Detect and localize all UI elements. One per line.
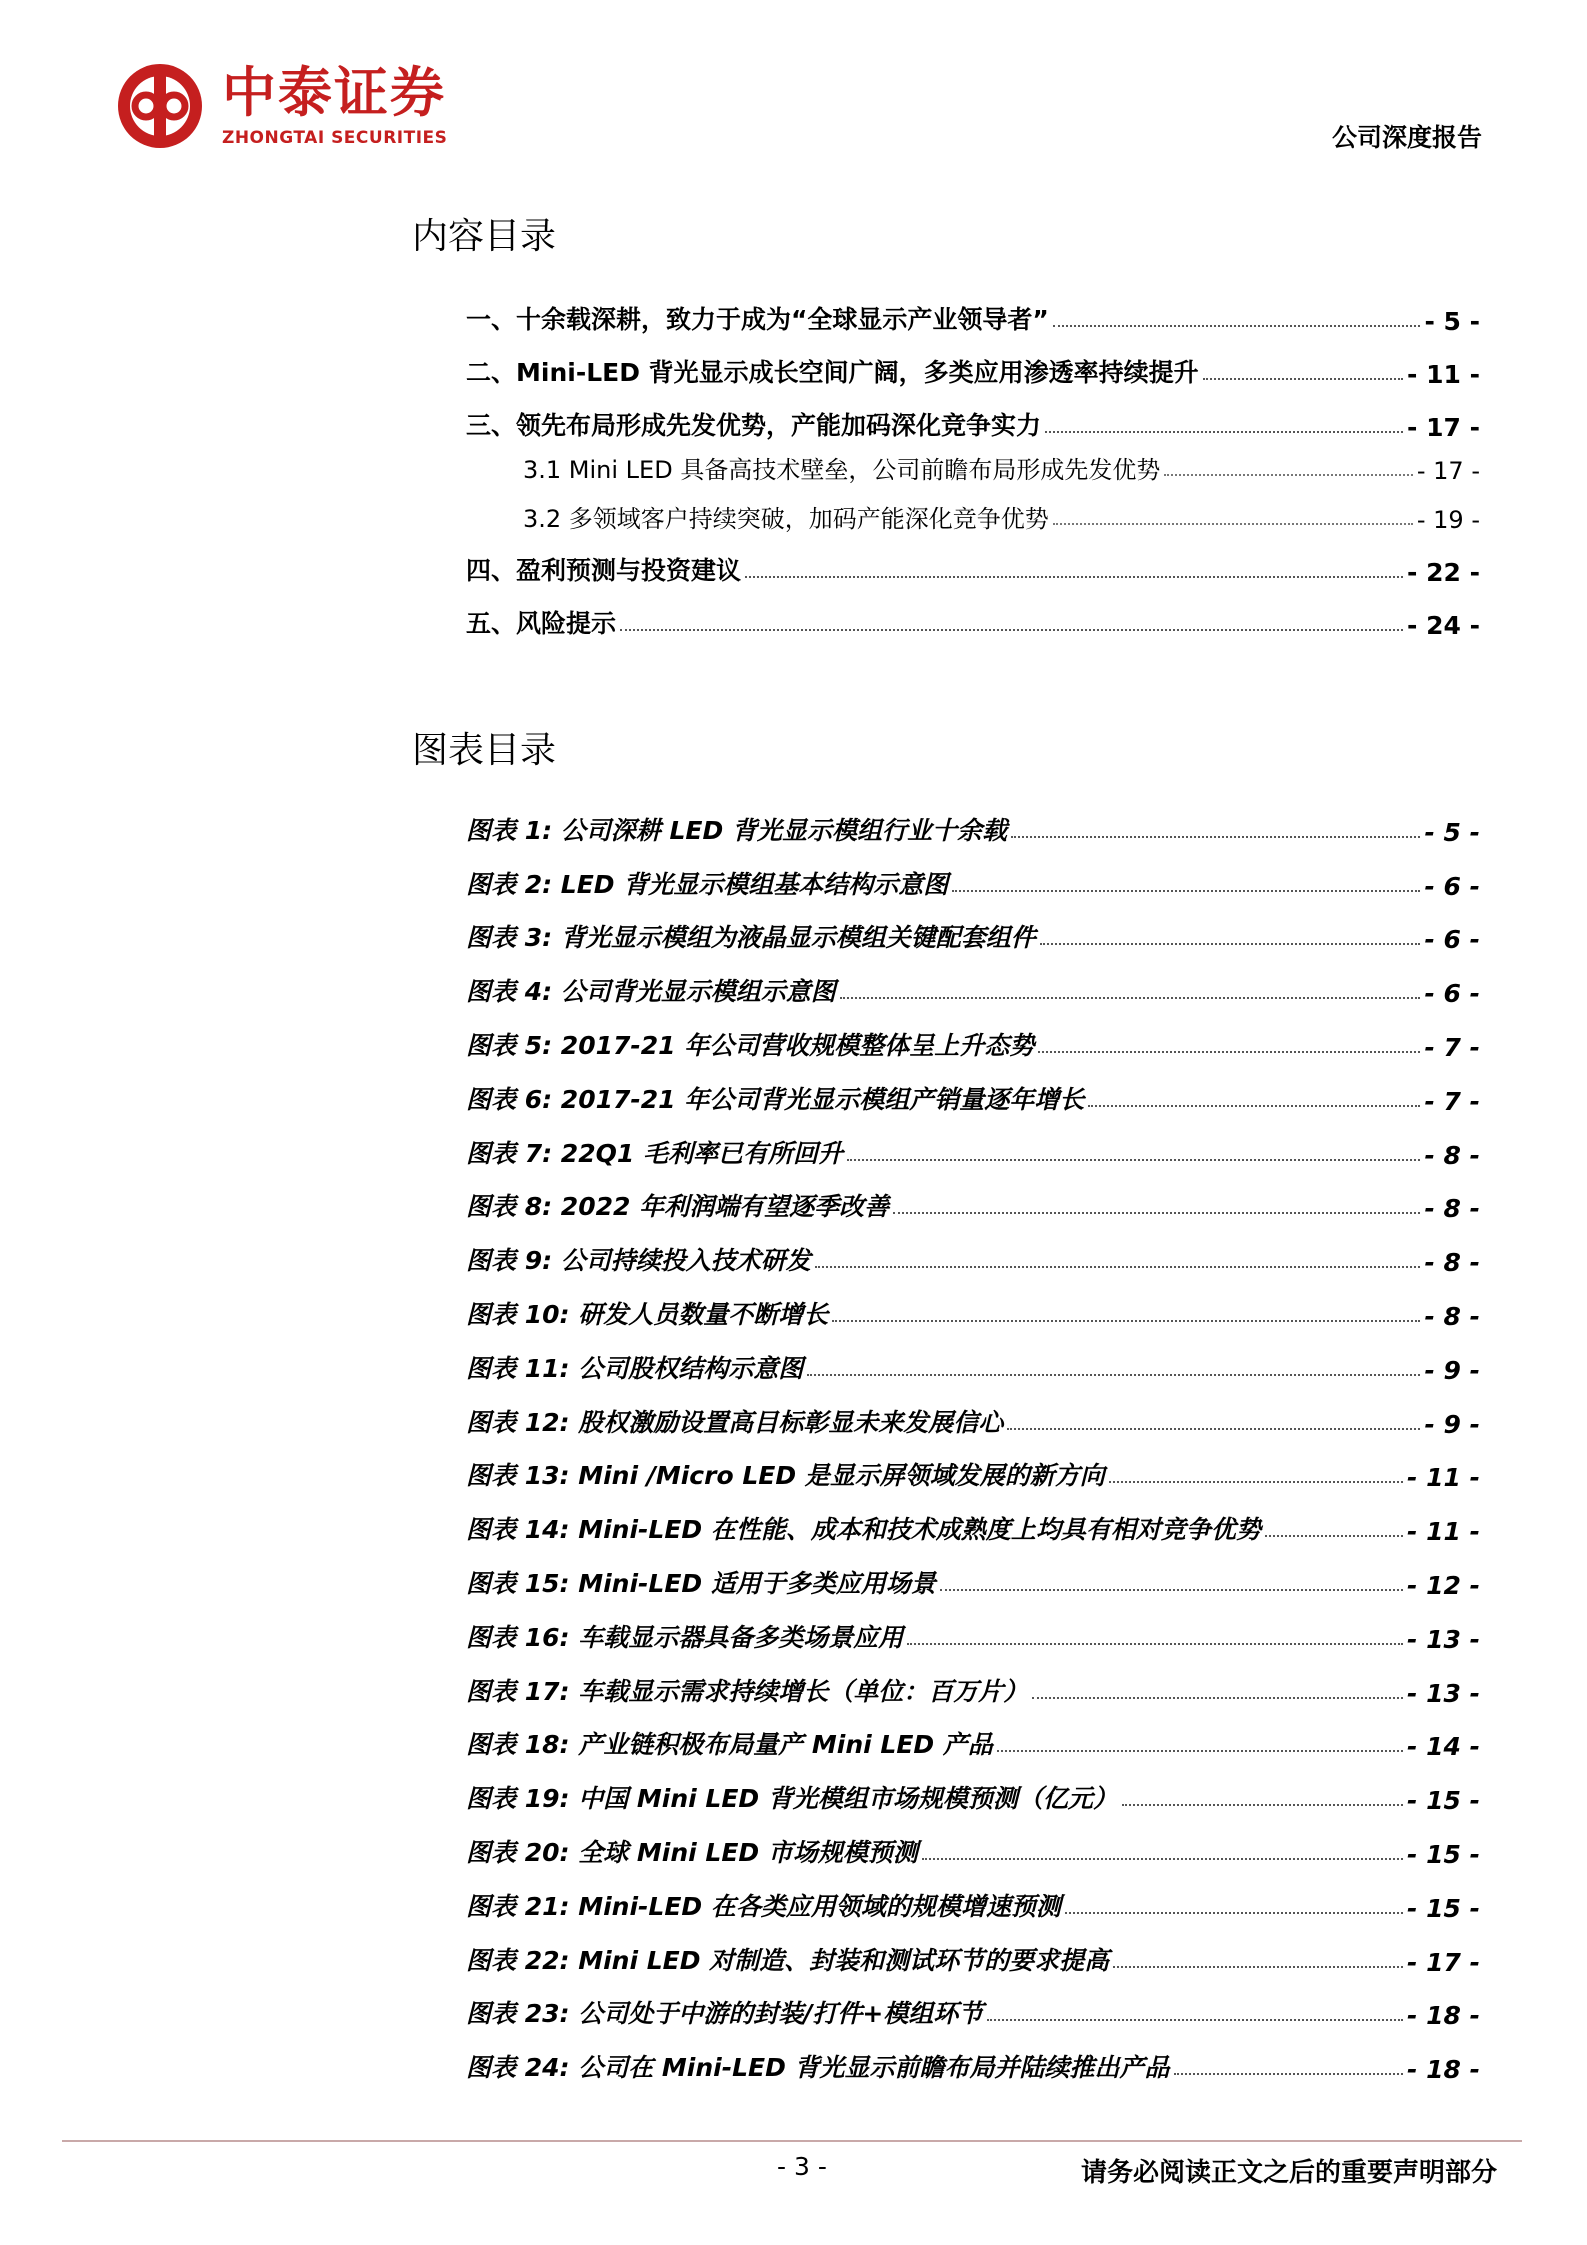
toc-entry-title: 三、领先布局形成先发优势，产能加码深化竞争实力 (466, 411, 1042, 440)
toc-entry-title: 3.2 多领域客户持续突破，加码产能深化竞争优势 (523, 505, 1049, 533)
toc-leader-dots (1122, 1804, 1403, 1806)
figure-entry-page: - 15 - (1407, 1893, 1480, 1923)
figure-entry-title: 图表 13: Mini /Micro LED 是显示屏领域发展的新方向 (466, 1461, 1105, 1491)
toc-leader-dots (1007, 1428, 1420, 1430)
figure-entry[interactable] (466, 1116, 1480, 1170)
toc-entry-title: 四、盈利预测与投资建议 (466, 556, 742, 585)
figure-entry[interactable] (466, 1385, 1480, 1439)
figure-entry-page: - 9 - (1424, 1409, 1480, 1439)
report-type-label: 公司深度报告 (1331, 123, 1482, 152)
zhongtai-logo-icon (114, 60, 206, 152)
figure-entry-title: 图表 15: Mini-LED 适用于多类应用场景 (466, 1568, 936, 1598)
figure-entry[interactable] (466, 2030, 1480, 2084)
figure-entry-title: 图表 14: Mini-LED 在性能、成本和技术成熟度上均具有相对竞争优势 (466, 1515, 1261, 1545)
figure-entry[interactable] (466, 1277, 1480, 1331)
toc-leader-dots (893, 1212, 1420, 1214)
figure-entry-title: 图表 18: 产业链积极布局量产 Mini LED 产品 (466, 1730, 993, 1760)
figure-entry-title: 图表 10: 研发人员数量不断增长 (466, 1299, 829, 1329)
toc-leader-dots (840, 997, 1421, 999)
toc-entry[interactable] (466, 587, 1480, 640)
figure-entry-title: 图表 6: 2017-21 年公司背光显示模组产销量逐年增长 (466, 1084, 1085, 1114)
toc-leader-dots (1203, 378, 1403, 380)
figure-entry-page: - 11 - (1407, 1463, 1480, 1493)
figure-entry[interactable] (466, 1492, 1480, 1546)
figure-entry-page: - 6 - (1424, 871, 1480, 901)
figure-entry-title: 图表 1: 公司深耕 LED 背光显示模组行业十余载 (466, 815, 1007, 845)
figure-entry[interactable] (466, 1923, 1480, 1977)
logo-english-name: ZHONGTAI SECURITIES (222, 128, 448, 148)
contents-title: 内容目录 (412, 216, 557, 257)
figure-entry-title: 图表 5: 2017-21 年公司营收规模整体呈上升态势 (466, 1030, 1035, 1060)
toc-leader-dots (1265, 1535, 1403, 1537)
toc-leader-dots (620, 629, 1403, 631)
toc-subentry[interactable] (466, 485, 1480, 534)
figure-entry-title: 图表 17: 车载显示需求持续增长（单位：百万片） (466, 1676, 1029, 1706)
toc-entry-title: 五、风险提示 (466, 609, 617, 638)
toc-leader-dots (745, 576, 1403, 578)
figure-entry-title: 图表 7: 22Q1 毛利率已有所回升 (466, 1138, 843, 1168)
figure-entry-title: 图表 8: 2022 年利润端有望逐季改善 (466, 1192, 890, 1222)
toc-leader-dots (997, 1750, 1403, 1752)
toc-leader-dots (1045, 431, 1403, 433)
toc-leader-dots (1088, 1105, 1420, 1107)
figure-entry-title: 图表 11: 公司股权结构示意图 (466, 1353, 804, 1383)
figure-entry-title: 图表 2: LED 背光显示模组基本结构示意图 (466, 869, 949, 899)
figure-entry-title: 图表 16: 车载显示器具备多类场景应用 (466, 1622, 904, 1652)
toc-leader-dots (987, 2019, 1403, 2021)
toc-leader-dots (1109, 1481, 1403, 1483)
figure-entry-page: - 8 - (1424, 1301, 1480, 1331)
figure-entry-title: 图表 23: 公司处于中游的封装/打件+模组环节 (466, 1999, 984, 2029)
figure-entry[interactable] (466, 1869, 1480, 1923)
figure-entry[interactable] (466, 1546, 1480, 1600)
figure-entry-title: 图表 12: 股权激励设置高目标彰显未来发展信心 (466, 1407, 1004, 1437)
toc-leader-dots (1164, 474, 1413, 476)
toc-entry[interactable] (466, 389, 1480, 442)
figure-entry[interactable] (466, 954, 1480, 1008)
figure-entry[interactable] (466, 1761, 1480, 1815)
figure-entry-title: 图表 19: 中国 Mini LED 背光模组市场规模预测（亿元） (466, 1784, 1118, 1814)
toc-entry[interactable] (466, 336, 1480, 389)
figure-entry-page: - 7 - (1424, 1032, 1480, 1062)
figure-entry-title: 图表 24: 公司在 Mini-LED 背光显示前瞻布局并陆续推出产品 (466, 2053, 1170, 2083)
figure-entry-title: 图表 21: Mini-LED 在各类应用领域的规模增速预测 (466, 1891, 1061, 1921)
toc-entry[interactable] (466, 283, 1480, 336)
toc-leader-dots (1040, 943, 1421, 945)
figure-entry[interactable] (466, 1439, 1480, 1493)
toc-entry-page: - 22 - (1407, 558, 1480, 587)
toc-leader-dots (1053, 325, 1421, 327)
toc-entry-page: - 17 - (1416, 457, 1480, 485)
figure-entry-page: - 11 - (1407, 1517, 1480, 1547)
figure-entry-page: - 6 - (1424, 979, 1480, 1009)
figure-entry[interactable] (466, 901, 1480, 955)
figure-entry[interactable] (466, 1331, 1480, 1385)
figures-title: 图表目录 (412, 730, 557, 771)
figure-entry-title: 图表 22: Mini LED 对制造、封装和测试环节的要求提高 (466, 1945, 1110, 1975)
toc-leader-dots (1038, 1051, 1420, 1053)
figure-entry-page: - 17 - (1407, 1947, 1480, 1977)
figure-entry-page: - 18 - (1407, 2055, 1480, 2085)
figure-entry-title: 图表 3: 背光显示模组为液晶显示模组关键配套组件 (466, 923, 1036, 953)
figures-list (466, 793, 1480, 2084)
figure-entry[interactable] (466, 793, 1480, 847)
figure-entry[interactable] (466, 1600, 1480, 1654)
toc-entry-page: - 5 - (1424, 307, 1480, 336)
figure-entry-page: - 13 - (1407, 1624, 1480, 1654)
figure-entry[interactable] (466, 1977, 1480, 2031)
toc-leader-dots (1065, 1912, 1403, 1914)
figure-entry[interactable] (466, 847, 1480, 901)
toc-leader-dots (815, 1266, 1421, 1268)
figure-entry-page: - 15 - (1407, 1786, 1480, 1816)
toc-entry-title: 3.1 Mini LED 具备高技术壁垒，公司前瞻布局形成先发优势 (523, 456, 1161, 484)
contents-list (466, 283, 1480, 640)
toc-leader-dots (807, 1374, 1420, 1376)
figure-entry-page: - 18 - (1407, 2001, 1480, 2031)
toc-leader-dots (940, 1589, 1403, 1591)
figure-entry-page: - 8 - (1424, 1248, 1480, 1278)
footer-divider (62, 2140, 1522, 2142)
figure-entry[interactable] (466, 1062, 1480, 1116)
toc-leader-dots (847, 1159, 1420, 1161)
logo-chinese-name: 中泰证券 (222, 61, 446, 124)
figure-entry[interactable] (466, 1815, 1480, 1869)
figure-entry[interactable] (466, 1170, 1480, 1224)
figure-entry-page: - 8 - (1424, 1140, 1480, 1170)
toc-leader-dots (907, 1643, 1403, 1645)
toc-leader-dots (922, 1858, 1403, 1860)
page-number: - 3 - (777, 2152, 827, 2181)
figure-entry[interactable] (466, 1223, 1480, 1277)
toc-entry-title: 一、十余载深耕，致力于成为“全球显示产业领导者” (466, 305, 1049, 334)
figure-entry-page: - 8 - (1424, 1194, 1480, 1224)
company-logo (114, 58, 474, 158)
figure-entry-page: - 14 - (1407, 1732, 1480, 1762)
toc-leader-dots (1053, 523, 1413, 525)
toc-entry-page: - 17 - (1407, 413, 1480, 442)
toc-leader-dots (1174, 2073, 1403, 2075)
figure-entry[interactable] (466, 1654, 1480, 1708)
figure-entry[interactable] (466, 1708, 1480, 1762)
figure-entry-page: - 6 - (1424, 925, 1480, 955)
figure-entry-title: 图表 4: 公司背光显示模组示意图 (466, 977, 836, 1007)
toc-leader-dots (952, 890, 1420, 892)
toc-entry-page: - 19 - (1416, 506, 1480, 534)
toc-leader-dots (1011, 836, 1420, 838)
figure-entry-page: - 5 - (1424, 817, 1480, 847)
footer-disclaimer: 请务必阅读正文之后的重要声明部分 (1080, 2158, 1497, 2188)
toc-entry-page: - 24 - (1407, 611, 1480, 640)
figure-entry[interactable] (466, 1008, 1480, 1062)
figure-entry-title: 图表 20: 全球 Mini LED 市场规模预测 (466, 1837, 918, 1867)
figure-entry-page: - 7 - (1424, 1086, 1480, 1116)
figure-entry-title: 图表 9: 公司持续投入技术研发 (466, 1246, 811, 1276)
toc-leader-dots (1113, 1966, 1403, 1968)
figure-entry-page: - 15 - (1407, 1839, 1480, 1869)
toc-entry[interactable] (466, 534, 1480, 587)
figure-entry-page: - 13 - (1407, 1678, 1480, 1708)
toc-leader-dots (832, 1320, 1420, 1322)
toc-leader-dots (1032, 1697, 1403, 1699)
toc-subentry[interactable] (466, 442, 1480, 485)
toc-entry-title: 二、Mini-LED 背光显示成长空间广阔，多类应用渗透率持续提升 (466, 358, 1199, 387)
figure-entry-page: - 12 - (1407, 1570, 1480, 1600)
toc-entry-page: - 11 - (1407, 360, 1480, 389)
figure-entry-page: - 9 - (1424, 1355, 1480, 1385)
